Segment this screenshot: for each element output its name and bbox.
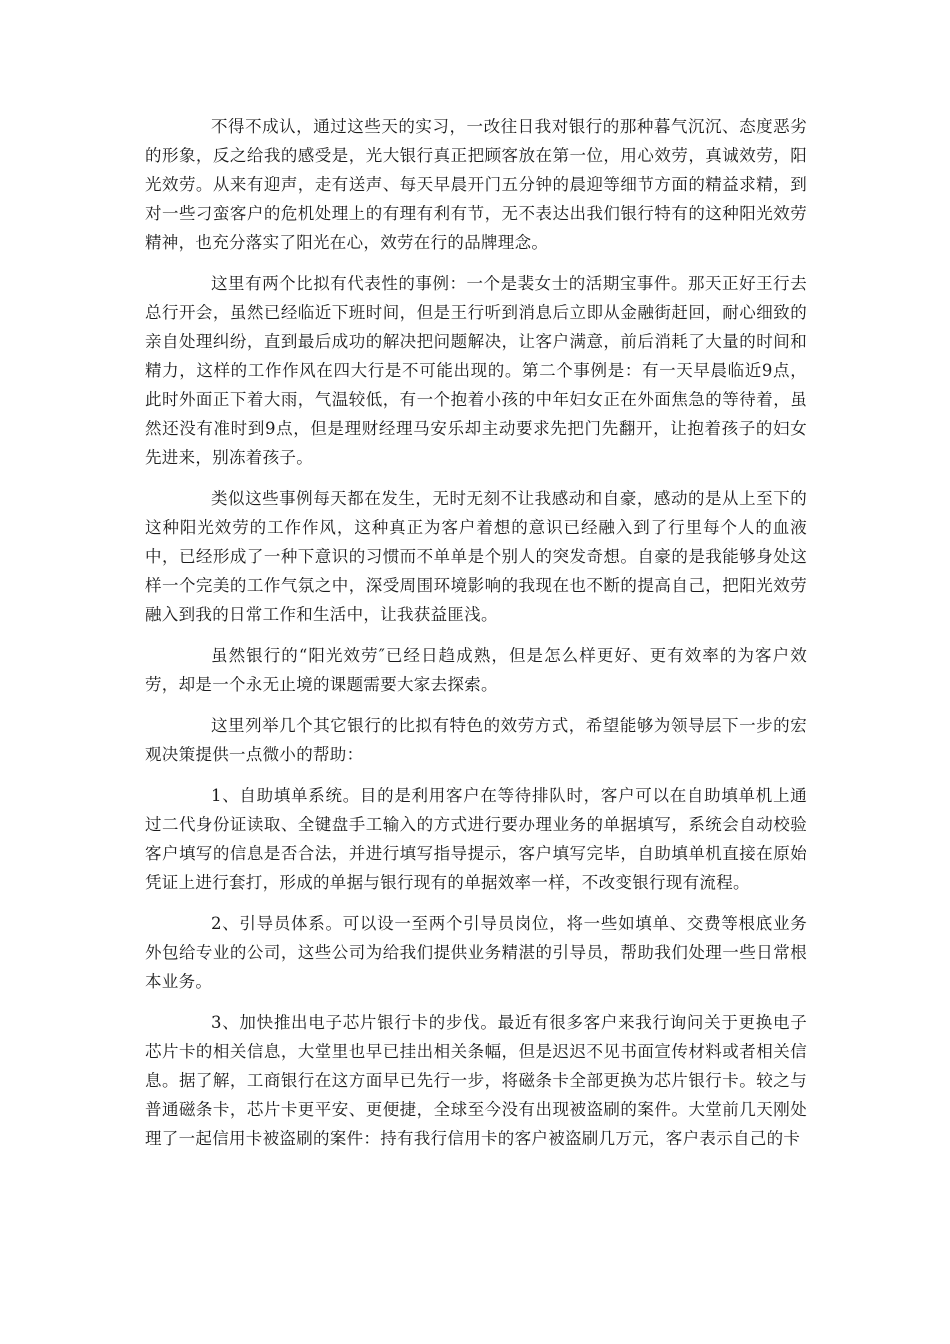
paragraph-3: 类似这些事例每天都在发生，无时无刻不让我感动和自豪，感动的是从上至下的这种阳光效劳的工作作风，这种真正为客户着想的意识已经融入到了行里每个人的血液中，已经形成了一种下意识的习惯而不单单是个别人的突发奇想。自豪的是我能够身处这样一个完美的工作气氛之中，深受周围环境影响的我现在也不断的提高自己，把阳光效劳融入到我的日常工作和生活中，让我获益匪浅。 [145,489,807,624]
paragraph-7: 2、引导员体系。可以设一至两个引导员岗位，将一些如填单、交费等根底业务外包给专业的公司，这些公司为给我们提供业务精湛的引导员，帮助我们处理一些日常根本业务。 [145,914,807,991]
document-body [145,112,807,1165]
paragraph-5: 这里列举几个其它银行的比拟有特色的效劳方式，希望能够为领导层下一步的宏观决策提供一点微小的帮助： [145,716,807,764]
paragraph-1: 不得不成认，通过这些天的实习，一改往日我对银行的那种暮气沉沉、态度恶劣的形象，反之给我的感受是，光大银行真正把顾客放在第一位，用心效劳，真诚效劳，阳光效劳。从来有迎声，走有送声、每天早晨开门五分钟的晨迎等细节方面的精益求精，到对一些刁蛮客户的危机处理上的有理有利有节，无不表达出我们银行特有的这种阳光效劳精神，也充分落实了阳光在心，效劳在行的品牌理念。 [145,117,807,252]
paragraph-4: 虽然银行的“阳光效劳″已经日趋成熟，但是怎么样更好、更有效率的为客户效劳，却是一个永无止境的课题需要大家去探索。 [145,646,807,694]
paragraph-8: 3、加快推出电子芯片银行卡的步伐。最近有很多客户来我行询问关于更换电子芯片卡的相关信息，大堂里也早已挂出相关条幅，但是迟迟不见书面宣传材料或者相关信息。据了解，工商银行在这方面早已先行一步，将磁条卡全部更换为芯片银行卡。较之与普通磁条卡，芯片卡更平安、更便捷，全球至今没有出现被盗刷的案件。大堂前几天刚处理了一起信用卡被盗刷的案件：持有我行信用卡的客户被盗刷几万元，客户表示自己的卡 [145,1013,807,1148]
paragraph-2: 这里有两个比拟有代表性的事例：一个是裴女士的活期宝事件。那天正好王行去总行开会，虽然已经临近下班时间，但是王行听到消息后立即从金融街赶回，耐心细致的亲自处理纠纷，直到最后成功的解决把问题解决，让客户满意，前后消耗了大量的时间和精力，这样的工作作风在四大行是不可能出现的。第二个事例是：有一天早晨临近9点，此时外面正下着大雨，气温较低，有一个抱着小孩的中年妇女正在外面焦急的等待着，虽然还没有准时到9点，但是理财经理马安乐却主动要求先把门先翻开，让抱着孩子的妇女先进来，别冻着孩子。 [145,274,807,467]
paragraph-6: 1、自助填单系统。目的是利用客户在等待排队时，客户可以在自助填单机上通过二代身份证读取、全键盘手工输入的方式进行要办理业务的单据填写，系统会自动校验客户填写的信息是否合法，并进行填写指导提示，客户填写完毕，自助填单机直接在原始凭证上进行套打，形成的单据与银行现有的单据效率一样，不改变银行现有流程。 [145,786,807,892]
